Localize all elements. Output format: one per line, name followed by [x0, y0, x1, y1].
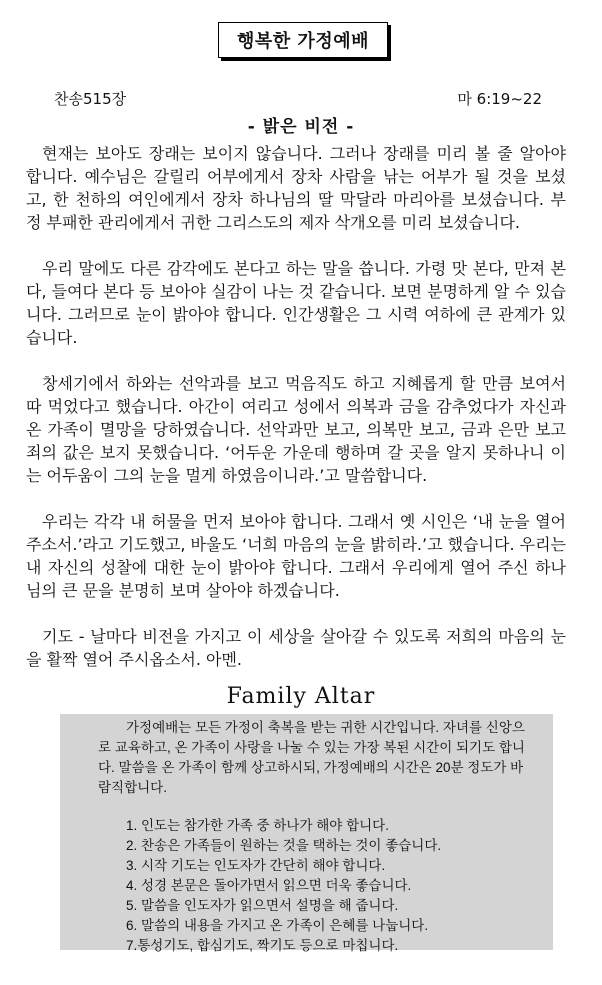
paragraph-2: 우리 말에도 다른 감각에도 본다고 하는 말을 씁니다. 가령 맛 본다, 만져 본다, 들여다 본다 등 보아야 실감이 나는 것 같습니다. 보면 분명하게 알 수 있습니다. 그러므로 눈이 밝아야 합니다. 인간생활은 그 시력 여하에 큰 관계가 있습니다. — [26, 259, 566, 347]
list-item: 7.통성기도, 합심기도, 짝기도 등으로 마칩니다. — [126, 938, 399, 953]
list-item: 3. 시작 기도는 인도자가 간단히 해야 합니다. — [126, 858, 386, 873]
sermon-body — [26, 142, 566, 671]
paragraph-1: 현재는 보아도 장래는 보이지 않습니다. 그러나 장래를 미리 볼 줄 알아야 합니다. 예수님은 갈릴리 어부에게서 장차 사람을 낚는 어부가 될 것을 보셨고, 한 천하의 여인에게서 장차 하나님의 딸 막달라 마리아를 보셨습니다. 부정 부패한 관리에게서 귀한 그리스도의 제자 삭개오를 미리 보셨습니다. — [26, 144, 566, 232]
altar-rules — [126, 816, 535, 956]
prayer-paragraph: 기도 - 날마다 비전을 가지고 이 세상을 살아갈 수 있도록 저희의 마음의 눈을 활짝 열어 주시옵소서. 아멘. — [26, 627, 566, 669]
list-item: 6. 말씀의 내용을 가지고 온 가족이 은혜를 나눕니다. — [126, 918, 429, 933]
page-title: 행복한 가정예배 — [218, 22, 388, 58]
paragraph-4: 우리는 각각 내 허물을 먼저 보아야 합니다. 그래서 옛 시인은 ‘내 눈을 열어 주소서.’라고 기도했고, 바울도 ‘너희 마음의 눈을 밝히라.’고 했습니다. 우리는 내 자신의 성찰에 대한 눈이 밝아야 합니다. 그래서 우리에게 열어 주신 하나님의 큰 문을 분명히 보며 살아야 하겠습니다. — [26, 512, 566, 600]
paragraph-3: 창세기에서 하와는 선악과를 보고 먹음직도 하고 지혜롭게 할 만큼 보여서 따 먹었다고 했습니다. 아간이 여리고 성에서 의복과 금을 감추었다가 자신과 온 가족이 멸망을 당하였습니다. 선악과만 보고, 의복만 보고, 금과 은만 보고 죄의 값은 보지 못했습니다. ‘어두운 가운데 행하며 갈 곳을 알지 못하나니 이는 어두움이 그의 눈을 멀게 하였음이니라.’고 말씀합니다. — [26, 374, 566, 485]
list-item: 4. 성경 본문은 돌아가면서 읽으면 더욱 좋습니다. — [126, 878, 412, 893]
family-altar-box — [60, 714, 553, 953]
list-item: 1. 인도는 참가한 가족 중 하나가 해야 합니다. — [126, 818, 389, 833]
sermon-subtitle: - 밝은 비전 - — [247, 117, 355, 137]
altar-intro: 가정예배는 모든 가정이 축복을 받는 귀한 시간입니다. 자녀를 신앙으로 교육하고, 온 가족이 사랑을 나눌 수 있는 가장 복된 시간이 되기도 합니다. 말씀을 온 가족이 함께 상고하시되, 가정예배의 시간은 20분 정도가 바람직합니다. — [98, 720, 525, 795]
hymn-number: 찬송515장 — [54, 90, 127, 108]
scripture-reference: 마 6:19~22 — [457, 90, 542, 108]
family-altar-title: Family Altar — [226, 684, 376, 709]
list-item: 2. 찬송은 가족들이 원하는 것을 택하는 것이 좋습니다. — [126, 838, 442, 853]
list-item: 5. 말씀을 인도자가 읽으면서 설명을 해 줍니다. — [126, 898, 399, 913]
